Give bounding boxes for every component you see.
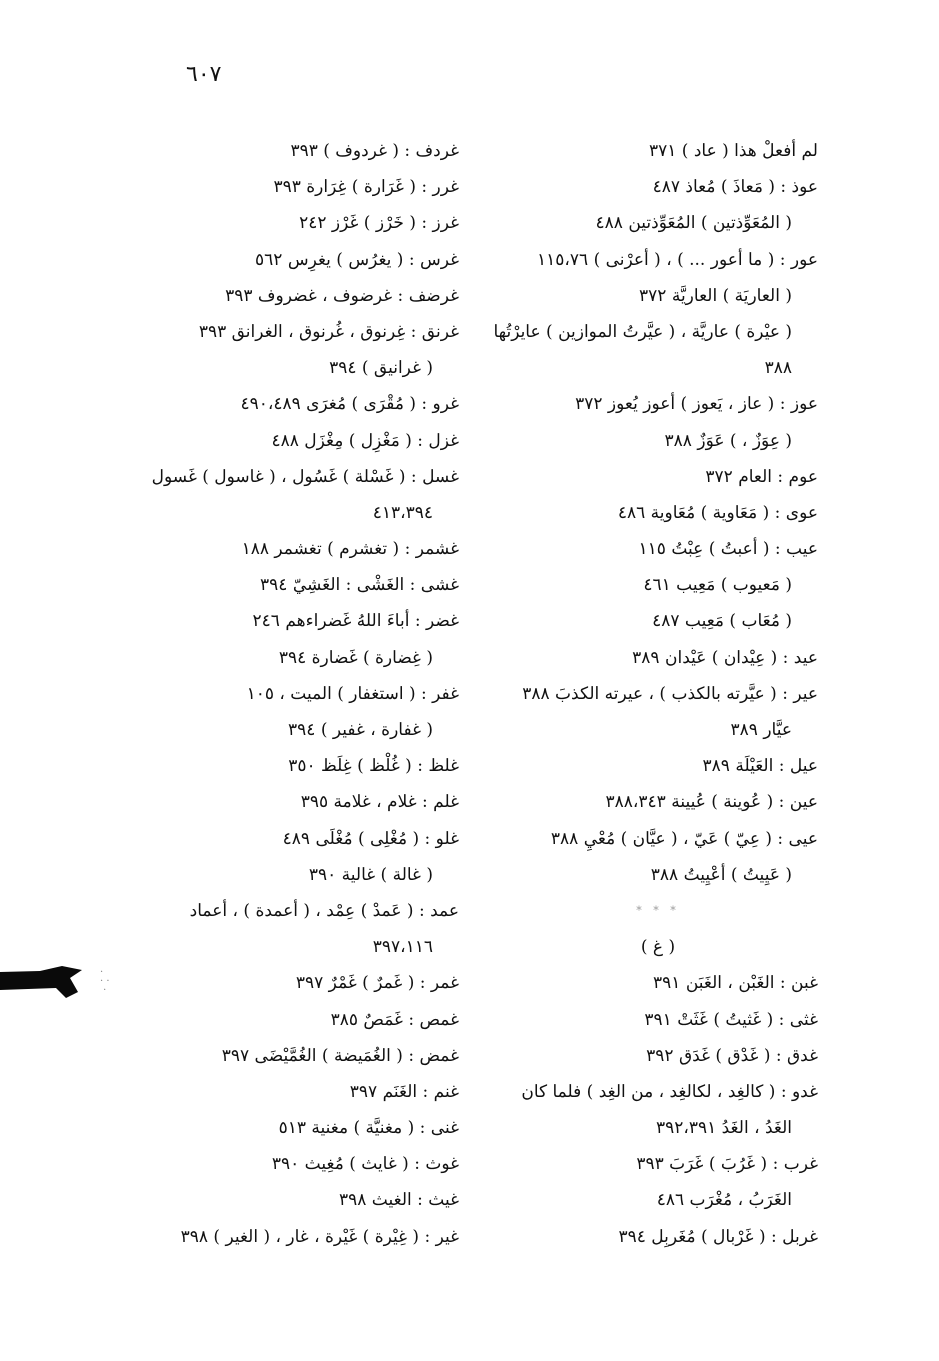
left-column-entry: غيث : الغيث ٣٩٨ <box>339 1190 459 1211</box>
right-column-entry: ( المُعَوِّذتين ) المُعَوِّذتين ٤٨٨ <box>595 213 792 234</box>
right-column-entry: عوز : ( عاز ، يَعوز ) أعوز يُعوز ٣٧٢ <box>575 394 818 415</box>
right-column-entry: ( غ ) <box>640 937 676 958</box>
right-column-entry: الغَدُ ، الغَدُ ٣٩٢،٣٩١ <box>655 1118 792 1139</box>
right-column-entry: ( مُعَاب ) مَعِيب ٤٨٧ <box>652 611 792 632</box>
index-column-left <box>114 133 459 1255</box>
left-column-entry: غرضف : غرضوف ، غضروف ٣٩٣ <box>225 285 459 306</box>
right-column-entry: لم أفعلْ هذا ( عاد ) ٣٧١ <box>648 141 818 161</box>
left-column-entry: ٣٩٧،١١٦ <box>372 937 433 958</box>
right-column-entry: * * * <box>636 903 680 917</box>
left-column-entry: غمص : غَمَصٌ ٣٨٥ <box>330 1009 459 1030</box>
right-column-entry: غدو : ( كالغِد ، لكالغِد ، من الغِد ) فلما كان <box>521 1081 818 1102</box>
left-column-entry: ( غالة ) غالية ٣٩٠ <box>308 864 433 885</box>
left-column-entry: ٤١٣،٣٩٤ <box>372 502 433 523</box>
left-column-entry: غنى : ( مغنيَّة ) مغنية ٥١٣ <box>278 1118 459 1139</box>
left-column-entry: غمض : ( الغُمَيضة ) الغُمَّيْضَى ٣٩٧ <box>221 1045 459 1066</box>
right-column-entry: ( مَعيوب ) مَعِيب ٤٦١ <box>643 575 792 596</box>
margin-ink-mark <box>0 962 82 1002</box>
index-column-right <box>493 133 818 1255</box>
right-column-entry: عوى : ( مَعَاوية ) مُعَاوية ٤٨٦ <box>617 502 818 523</box>
right-column-entry: عيب : ( أعبتُ ) عِبْتُ ١١٥ <box>638 539 818 560</box>
left-column-entry: غردف : ( غردوف ) ٣٩٣ <box>290 141 459 161</box>
right-column-entry: غرب : ( غَرُبَ ) غَرَبَ ٣٩٣ <box>636 1154 818 1175</box>
margin-specks: · · · · <box>100 967 110 996</box>
left-column-entry: غفر : ( استغفار ) الميت ، ١٠٥ <box>246 683 459 704</box>
left-column-entry: غشمر : ( تغشرم ) تغشمر ١٨٨ <box>241 539 459 560</box>
left-column-entry: غزل : ( مَغْزِل ) مِغْزَل ٤٨٨ <box>271 430 459 451</box>
left-column-entry: ( غفارة ، غفير ) ٣٩٤ <box>288 720 433 740</box>
left-column-entry: غسل : ( غَسْلة ) غَسُول ، ( غاسول ) غَسول <box>151 466 459 487</box>
right-column-entry: ( عيْرة ) عاريَّة ، ( عيَّرتُ الموازين ) عايرْتُها <box>493 321 792 342</box>
right-column-entry: ( عِوَزٌ ، ) عَوَزٌ ٣٨٨ <box>664 430 792 451</box>
left-column-entry: غلظ : ( غُلْظ ) غِلَظ ٣٥٠ <box>288 756 459 777</box>
right-column-entry: عور : ( ما أعور ... ) ، ( أعرْنى ) ١١٥،٧٦ <box>537 249 818 270</box>
right-column-entry: غدق : ( غَدْق ) غَدَق ٣٩٢ <box>646 1045 818 1066</box>
right-column-entry: عيل : العَيْلَة ٣٨٩ <box>702 756 818 777</box>
left-column-entry: عمد : ( عَمدْ ) عِمْد ، ( أعمدة ) ، أعماد <box>189 900 459 921</box>
page-number: ٦٠٧ <box>186 62 222 87</box>
right-column-entry: عيى : ( عِيّ ) عَيّ ، ( عيَّان ) مُعْيِ ٣٨٨ <box>550 828 818 849</box>
left-column-entry: غرر : ( غَرَارة ) غِرَارة ٣٩٣ <box>273 177 459 198</box>
left-column-entry: غشى : الغَشْى : الغَشِيّ ٣٩٤ <box>260 575 459 596</box>
left-column-entry: غمر : ( غَمرٌ ) غَمْرٌ ٣٩٧ <box>295 973 459 994</box>
left-column-entry: غوث : ( غايث ) مُغِيث ٣٩٠ <box>271 1154 459 1175</box>
left-column-entry: غضر : أباءَ اللهُ غَضراءهم ٢٤٦ <box>252 611 459 632</box>
right-column-entry: الغَرَبُ ، مُغْرَب ٤٨٦ <box>656 1190 792 1211</box>
right-column-entry: عوذ : ( مَعاذَ ) مُعاذ ٤٨٧ <box>652 177 818 198</box>
left-column-entry: ( غِضارة ) غَضارة ٣٩٤ <box>278 647 433 668</box>
left-column-entry: غير : ( غِيْرة ) غَيْرة ، غار ، ( الغير ) ٣٩٨ <box>180 1226 459 1247</box>
right-column-entry: ٣٨٨ <box>764 358 792 379</box>
right-column-entry: ( العاريَة ) العاريَّة ٣٧٢ <box>639 285 792 306</box>
right-column-entry: غبن : الغَبْن ، الغَبَن ٣٩١ <box>653 973 818 994</box>
left-column-entry: ( غرانيق ) ٣٩٤ <box>329 358 433 379</box>
left-column-entry: غرو : ( مُقْرَى ) مُغرَى ٤٩٠،٤٨٩ <box>240 394 459 415</box>
right-column-entry: عيَّار ٣٨٩ <box>730 720 792 740</box>
right-column-entry: غثى : ( غَثيتُ ) غَثَتْ ٣٩١ <box>644 1009 818 1030</box>
left-column-entry: غنم : الغَنَم ٣٩٧ <box>349 1081 459 1102</box>
right-column-entry: عير : ( عيَّرته بالكذب ) ، عيرته الكذبَ ٣٨٨ <box>522 683 818 704</box>
left-column-entry: غرس : ( يغرُس ) يغرِس ٥٦٢ <box>255 249 459 270</box>
left-column-entry: غرز : ( خَرْز ) غَرْز ٢٤٢ <box>299 213 459 234</box>
left-column-entry: غرنق : غِرنوق ، غُرنوق ، الغرانق ٣٩٣ <box>198 321 459 342</box>
left-column-entry: غلم : غلام ، غلامة ٣٩٥ <box>300 792 459 813</box>
left-column-entry: غلو : ( مُغْلِى ) مُغْلَى ٤٨٩ <box>282 828 459 849</box>
right-column-entry: عوم : العام ٣٧٢ <box>705 466 818 487</box>
right-column-entry: عيد : ( عِيْدان ) عَيْدان ٣٨٩ <box>632 647 818 668</box>
right-column-entry: عين : ( عُوينة ) عُيينة ٣٨٨،٣٤٣ <box>605 792 818 813</box>
right-column-entry: غربل : ( غَرْبال ) مُغَربِل ٣٩٤ <box>618 1226 818 1247</box>
right-column-entry: ( عَيِيتُ ) أعْيِيتُ ٣٨٨ <box>650 864 792 885</box>
